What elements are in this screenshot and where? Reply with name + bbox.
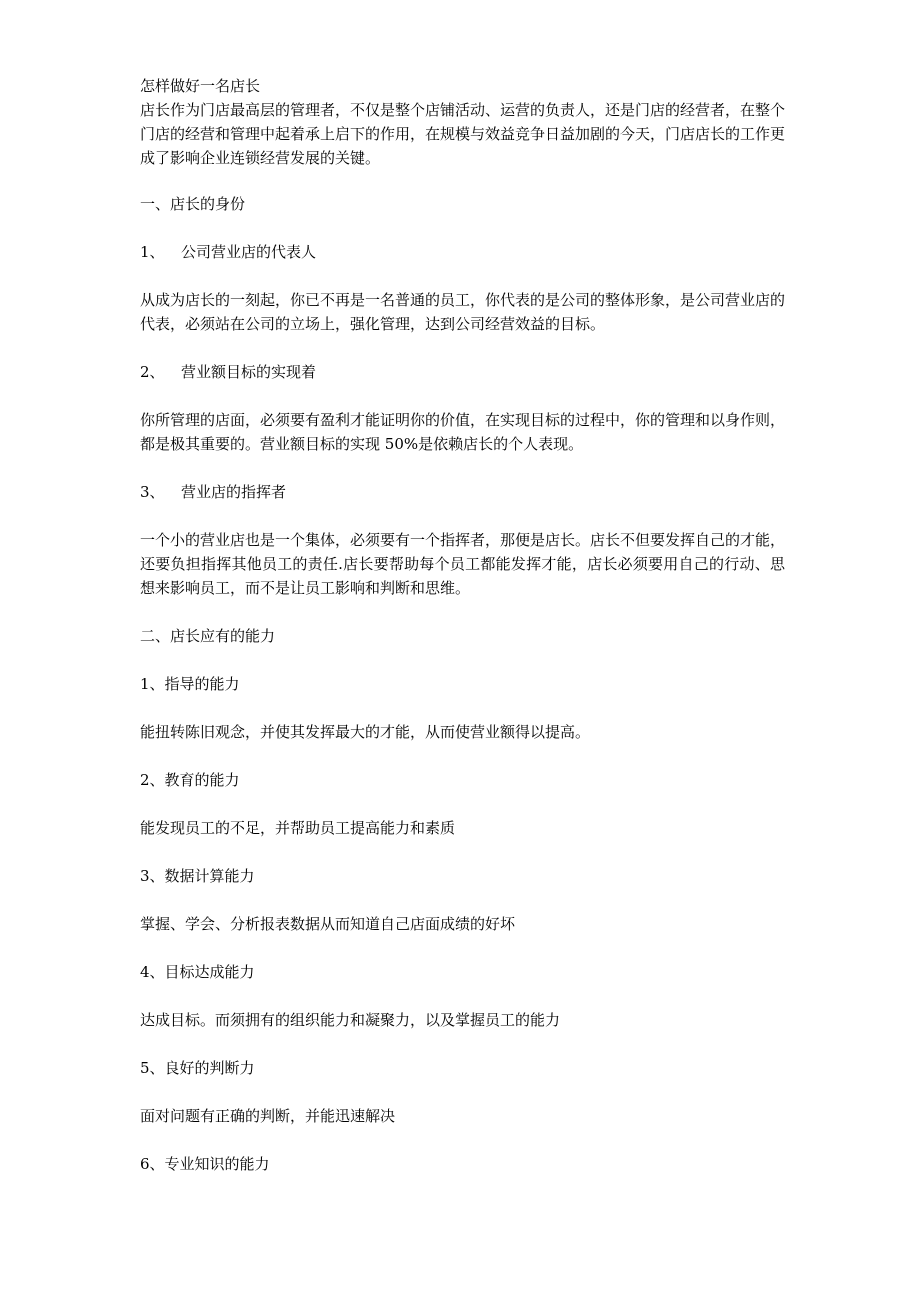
item-number: 2、	[140, 363, 165, 381]
identity-item-heading	[140, 240, 785, 264]
section-heading-identity: 一、店长的身份	[140, 195, 246, 213]
ability-item-heading: 2、教育的能力	[140, 771, 240, 789]
ability-item-body: 达成目标。而须拥有的组织能力和凝聚力，以及掌握员工的能力	[140, 1011, 561, 1029]
ability-item-body: 面对问题有正确的判断，并能迅速解决	[140, 1107, 396, 1125]
ability-item-heading: 5、良好的判断力	[140, 1059, 255, 1077]
ability-item-body: 能扭转陈旧观念，并使其发挥最大的才能，从而使营业额得以提高。	[140, 723, 591, 741]
ability-item-heading: 3、数据计算能力	[140, 867, 255, 885]
item-number: 3、	[140, 483, 165, 501]
item-title: 营业额目标的实现着	[181, 363, 317, 381]
identity-item-heading	[140, 360, 785, 384]
document-page	[140, 74, 785, 1200]
identity-item-body: 从成为店长的一刻起，你已不再是一名普通的员工，你代表的是公司的整体形象，是公司营业店的代表，必须站在公司的立场上，强化管理，达到公司经营效益的目标。	[140, 291, 786, 333]
identity-item-body: 一个小的营业店也是一个集体，必须要有一个指挥者，那便是店长。店长不但要发挥自己的才能，还要负担指挥其他员工的责任.店长要帮助每个员工都能发挥才能，店长必须要用自己的行动、思想来影响员工，而不是让员工影响和判断和思维。	[140, 531, 786, 597]
ability-item-body: 能发现员工的不足，并帮助员工提高能力和素质	[140, 819, 456, 837]
section-heading-abilities: 二、店长应有的能力	[140, 627, 276, 645]
ability-item-body: 掌握、学会、分析报表数据从而知道自己店面成绩的好坏	[140, 915, 516, 933]
item-title: 公司营业店的代表人	[181, 243, 317, 261]
document-title: 怎样做好一名店长	[140, 77, 261, 95]
identity-item-heading	[140, 480, 785, 504]
ability-item-heading: 6、专业知识的能力	[140, 1155, 270, 1173]
ability-item-heading: 1、指导的能力	[140, 675, 240, 693]
intro-paragraph: 店长作为门店最高层的管理者，不仅是整个店铺活动、运营的负责人，还是门店的经营者，在整个门店的经营和管理中起着承上启下的作用，在规模与效益竞争日益加剧的今天，门店店长的工作更成了影响企业连锁经营发展的关键。	[140, 101, 786, 167]
identity-item-body: 你所管理的店面，必须要有盈利才能证明你的价值，在实现目标的过程中，你的管理和以身作则，都是极其重要的。营业额目标的实现 50%是依赖店长的个人表现。	[140, 411, 786, 453]
item-title: 营业店的指挥者	[181, 483, 287, 501]
ability-item-heading: 4、目标达成能力	[140, 963, 255, 981]
item-number: 1、	[140, 243, 165, 261]
